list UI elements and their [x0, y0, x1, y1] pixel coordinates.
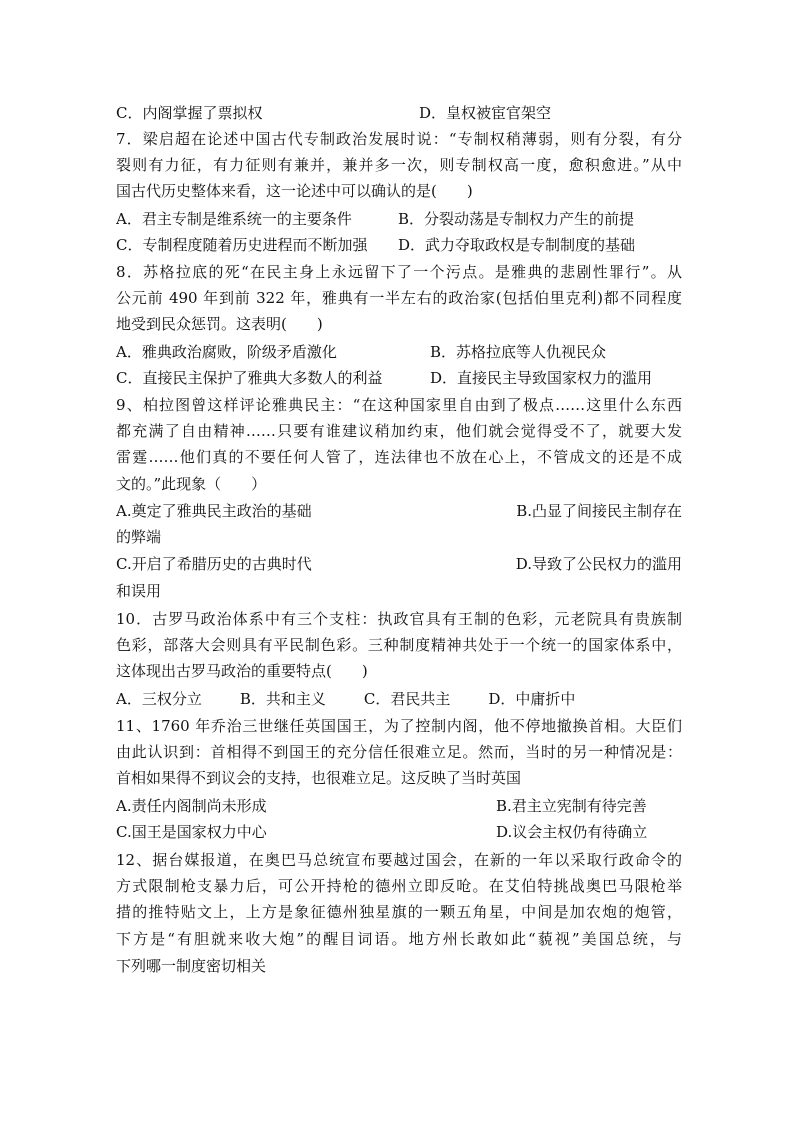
q10-option-c: C．君民共主: [363, 690, 451, 708]
q11-stem-line-1: 11、1760 年乔治三世继任英国国王，为了控制内阁，他不停地撤换首相。大臣们: [116, 717, 682, 735]
q6-options-cd: [116, 100, 682, 126]
q10-stem-line-3: 这体现出古罗马政治的重要特点( ): [116, 662, 368, 680]
q10-stem-line-2: 色彩，部落大会则具有平民制色彩。三种制度精神共处于一个统一的国家体系中，: [116, 636, 682, 654]
q11-options-cd: [116, 819, 682, 845]
q9-options-ab: [116, 498, 682, 524]
q11-option-a: A.责任内阁制尚未形成: [116, 797, 267, 815]
q12-stem-line-5: 下列哪一制度密切相关: [116, 957, 267, 975]
q7-stem-line-3: 国古代历史整体来看，这一论述中可以确认的是( ): [116, 182, 473, 200]
q11-option-d: D.议会主权仍有待确立: [496, 823, 648, 841]
q8-option-b: B．苏格拉底等人仇视民众: [430, 343, 607, 361]
q11-option-c: C.国王是国家权力中心: [116, 823, 267, 841]
q7-option-a: A．君主专制是维系统一的主要条件: [116, 210, 352, 228]
q7-option-b: B．分裂动荡是专制权力产生的前提: [398, 210, 635, 228]
q8-stem-line-1: 8．苏格拉底的死“在民主身上永远留下了一个污点。是雅典的悲剧性罪行”。从: [116, 263, 682, 281]
q7-options-cd: [116, 232, 682, 258]
q12-stem-line-3: 措的推特贴文上，上方是象征德州独星旗的一颗五角星，中间是加农炮的炮管，: [116, 903, 682, 921]
q9-stem-line-3: 雷霆……他们真的不要任何人管了，连法律也不放在心上，不管成文的还是不成: [116, 448, 682, 466]
q11-option-b: B.君主立宪制有待完善: [496, 797, 647, 815]
q7-option-c: C．专制程度随着历史进程而不断加强: [116, 236, 368, 254]
q12-stem-line-2: 方式限制枪支暴力后，可公开持枪的德州立即反呛。在艾伯特挑战奥巴马限枪举: [116, 877, 682, 895]
q8-options-cd: [116, 365, 682, 391]
q9-option-c: C.开启了希腊历史的古典时代: [116, 555, 312, 573]
q9-option-d-continuation: 和误用: [116, 582, 162, 600]
q10-option-b: B．共和主义: [239, 690, 326, 708]
q8-option-c: C．直接民主保护了雅典大多数人的利益: [116, 369, 383, 387]
q9-stem-line-1: 9、柏拉图曾这样评论雅典民主：“在这种国家里自由到了极点……这里什么东西: [116, 396, 682, 414]
q12-stem-line-1: 12、据台媒报道，在奥巴马总统宣布要越过国会，在新的一年以采取行政命令的: [116, 851, 682, 869]
q8-option-d: D．直接民主导致国家权力的滥用: [430, 369, 653, 387]
q7-stem-line-2: 裂则有力征，有力征则有兼并，兼并多一次，则专制权高一度，愈积愈进。”从中: [116, 156, 682, 174]
q8-stem-line-3: 地受到民众惩罚。这表明( ): [116, 315, 323, 333]
q10-option-a: A．三权分立: [116, 690, 202, 708]
q8-stem-line-2: 公元前 490 年到前 322 年，雅典有一半左右的政治家(包括伯里克利)都不同程度: [116, 289, 682, 307]
q9-option-a: A.奠定了雅典民主政治的基础: [116, 502, 312, 520]
q8-option-a: A．雅典政治腐败，阶级矛盾激化: [116, 343, 337, 361]
q9-option-b: B.凸显了间接民主制存在: [516, 502, 682, 520]
q7-option-d: D．武力夺取政权是专制制度的基础: [398, 236, 636, 254]
q11-stem-line-2: 由此认识到：首相得不到国王的充分信任很难立足。然而，当时的另一种情况是：: [116, 743, 682, 761]
q9-option-d: D.导致了公民权力的滥用: [515, 555, 682, 573]
q10-option-d: D．中庸折中: [488, 690, 576, 708]
q11-options-ab: [116, 793, 682, 819]
q11-stem-line-3: 首相如果得不到议会的支持，也很难立足。这反映了当时英国: [116, 769, 522, 787]
q7-options-ab: [116, 206, 682, 232]
q10-stem-line-1: 10．古罗马政治体系中有三个支柱：执政官具有王制的色彩，元老院具有贵族制: [116, 610, 682, 628]
q8-options-ab: [116, 339, 682, 365]
q10-options: [116, 686, 682, 712]
q9-option-b-continuation: 的弊端: [116, 528, 162, 546]
q9-stem-line-4: 文的。”此现象（ ）: [116, 475, 267, 493]
q6-option-c: C．内阁掌握了票拟权: [116, 104, 263, 122]
q7-stem-line-1: 7．梁启超在论述中国古代专制政治发展时说：“专制权稍薄弱，则有分裂，有分: [116, 130, 682, 148]
q9-stem-line-2: 都充满了自由精神……只要有谁建议稍加约束，他们就会觉得受不了，就要大发: [116, 422, 682, 440]
q6-option-d: D．皇权被宦官架空: [419, 104, 552, 122]
q12-stem-line-4: 下方是“有胆就来收大炮”的醒目词语。地方州长敢如此“藐视”美国总统，与: [116, 930, 682, 948]
q9-options-cd: [116, 551, 682, 577]
